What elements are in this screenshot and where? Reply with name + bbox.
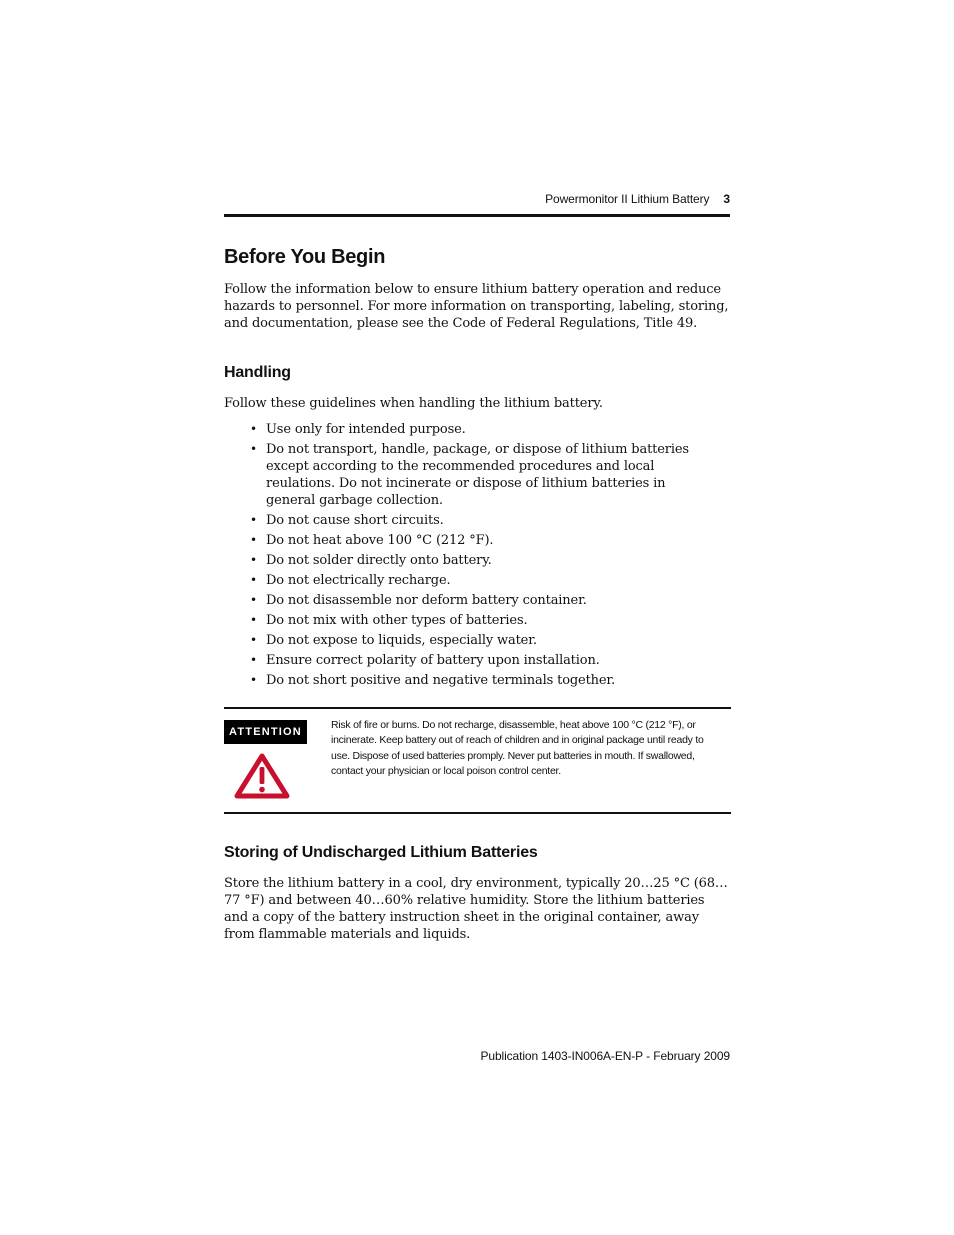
- list-item-text: Use only for intended purpose.: [266, 422, 466, 437]
- list-item-text: Do not short positive and negative terminals together.: [266, 673, 616, 688]
- publication-footer: Publication 1403-IN006A-EN-P - February 2009: [480, 1049, 730, 1063]
- list-item: [248, 552, 718, 569]
- list-item: [248, 672, 718, 689]
- handling-guidelines-list: [248, 421, 718, 692]
- list-item: [248, 572, 718, 589]
- attention-bottom-rule: [224, 812, 731, 814]
- list-item-text: Do not expose to liquids, especially water.: [266, 633, 537, 648]
- list-item: [248, 532, 718, 549]
- list-item-text: Do not heat above 100 °C (212 °F).: [266, 533, 494, 548]
- bullet-icon: •: [250, 513, 257, 527]
- list-item-text: Do not cause short circuits.: [266, 513, 444, 528]
- list-item: [248, 421, 718, 438]
- bullet-icon: •: [250, 573, 257, 587]
- running-header: [545, 192, 730, 206]
- intro-paragraph: Follow the information below to ensure lithium battery operation and reduce hazards to personnel. For more information on transporting, labeling, storing, and documentation, please see the Code of Federal Regulations, Title 49.: [224, 282, 729, 331]
- list-item-text: Ensure correct polarity of battery upon installation.: [266, 653, 600, 668]
- list-item: [248, 512, 718, 529]
- bullet-icon: •: [250, 593, 257, 607]
- bullet-icon: •: [250, 633, 257, 647]
- bullet-icon: •: [250, 533, 257, 547]
- bullet-icon: •: [250, 613, 257, 627]
- bullet-icon: •: [250, 442, 257, 456]
- warning-triangle-icon: [234, 753, 290, 799]
- list-item: [248, 441, 718, 509]
- list-item-text: Do not transport, handle, package, or dispose of lithium batteries except according to the recommended procedures and local reulations. Do not incinerate or dispose of lithium batteries in general garbage collection.: [266, 442, 689, 508]
- list-item: [248, 652, 718, 669]
- bullet-icon: •: [250, 653, 257, 667]
- header-title: Powermonitor II Lithium Battery: [545, 192, 710, 206]
- section-title: Before You Begin: [224, 246, 386, 268]
- storing-heading: Storing of Undischarged Lithium Batteries: [224, 844, 538, 861]
- list-item-text: Do not solder directly onto battery.: [266, 553, 492, 568]
- attention-text: Risk of fire or burns. Do not recharge, disassemble, heat above 100 °C (212 °F), or incinerate. Keep battery out of reach of children and in original package until ready to use. Dispose of used batteries promply. Never put batteries in mouth. If swallowed, contact your physician or local poison control center.: [331, 719, 704, 778]
- list-item-text: Do not electrically recharge.: [266, 573, 451, 588]
- list-item: [248, 632, 718, 649]
- attention-top-rule: [224, 707, 731, 709]
- header-rule: [224, 214, 730, 217]
- list-item: [248, 612, 718, 629]
- list-item-text: Do not mix with other types of batteries.: [266, 613, 528, 628]
- handling-heading: Handling: [224, 364, 291, 381]
- bullet-icon: •: [250, 673, 257, 687]
- storing-paragraph: Store the lithium battery in a cool, dry environment, typically 20…25 °C (68…77 °F) and between 40…60% relative humidity. Store the lithium batteries and a copy of the battery instruction sheet in the original container, away from flammable materials and liquids.: [224, 876, 728, 942]
- list-item: [248, 592, 718, 609]
- bullet-icon: •: [250, 553, 257, 567]
- bullet-icon: •: [250, 422, 257, 436]
- handling-intro: Follow these guidelines when handling the lithium battery.: [224, 396, 603, 411]
- list-item-text: Do not disassemble nor deform battery container.: [266, 593, 587, 608]
- attention-badge: ATTENTION: [224, 720, 307, 744]
- page-number: 3: [723, 192, 730, 206]
